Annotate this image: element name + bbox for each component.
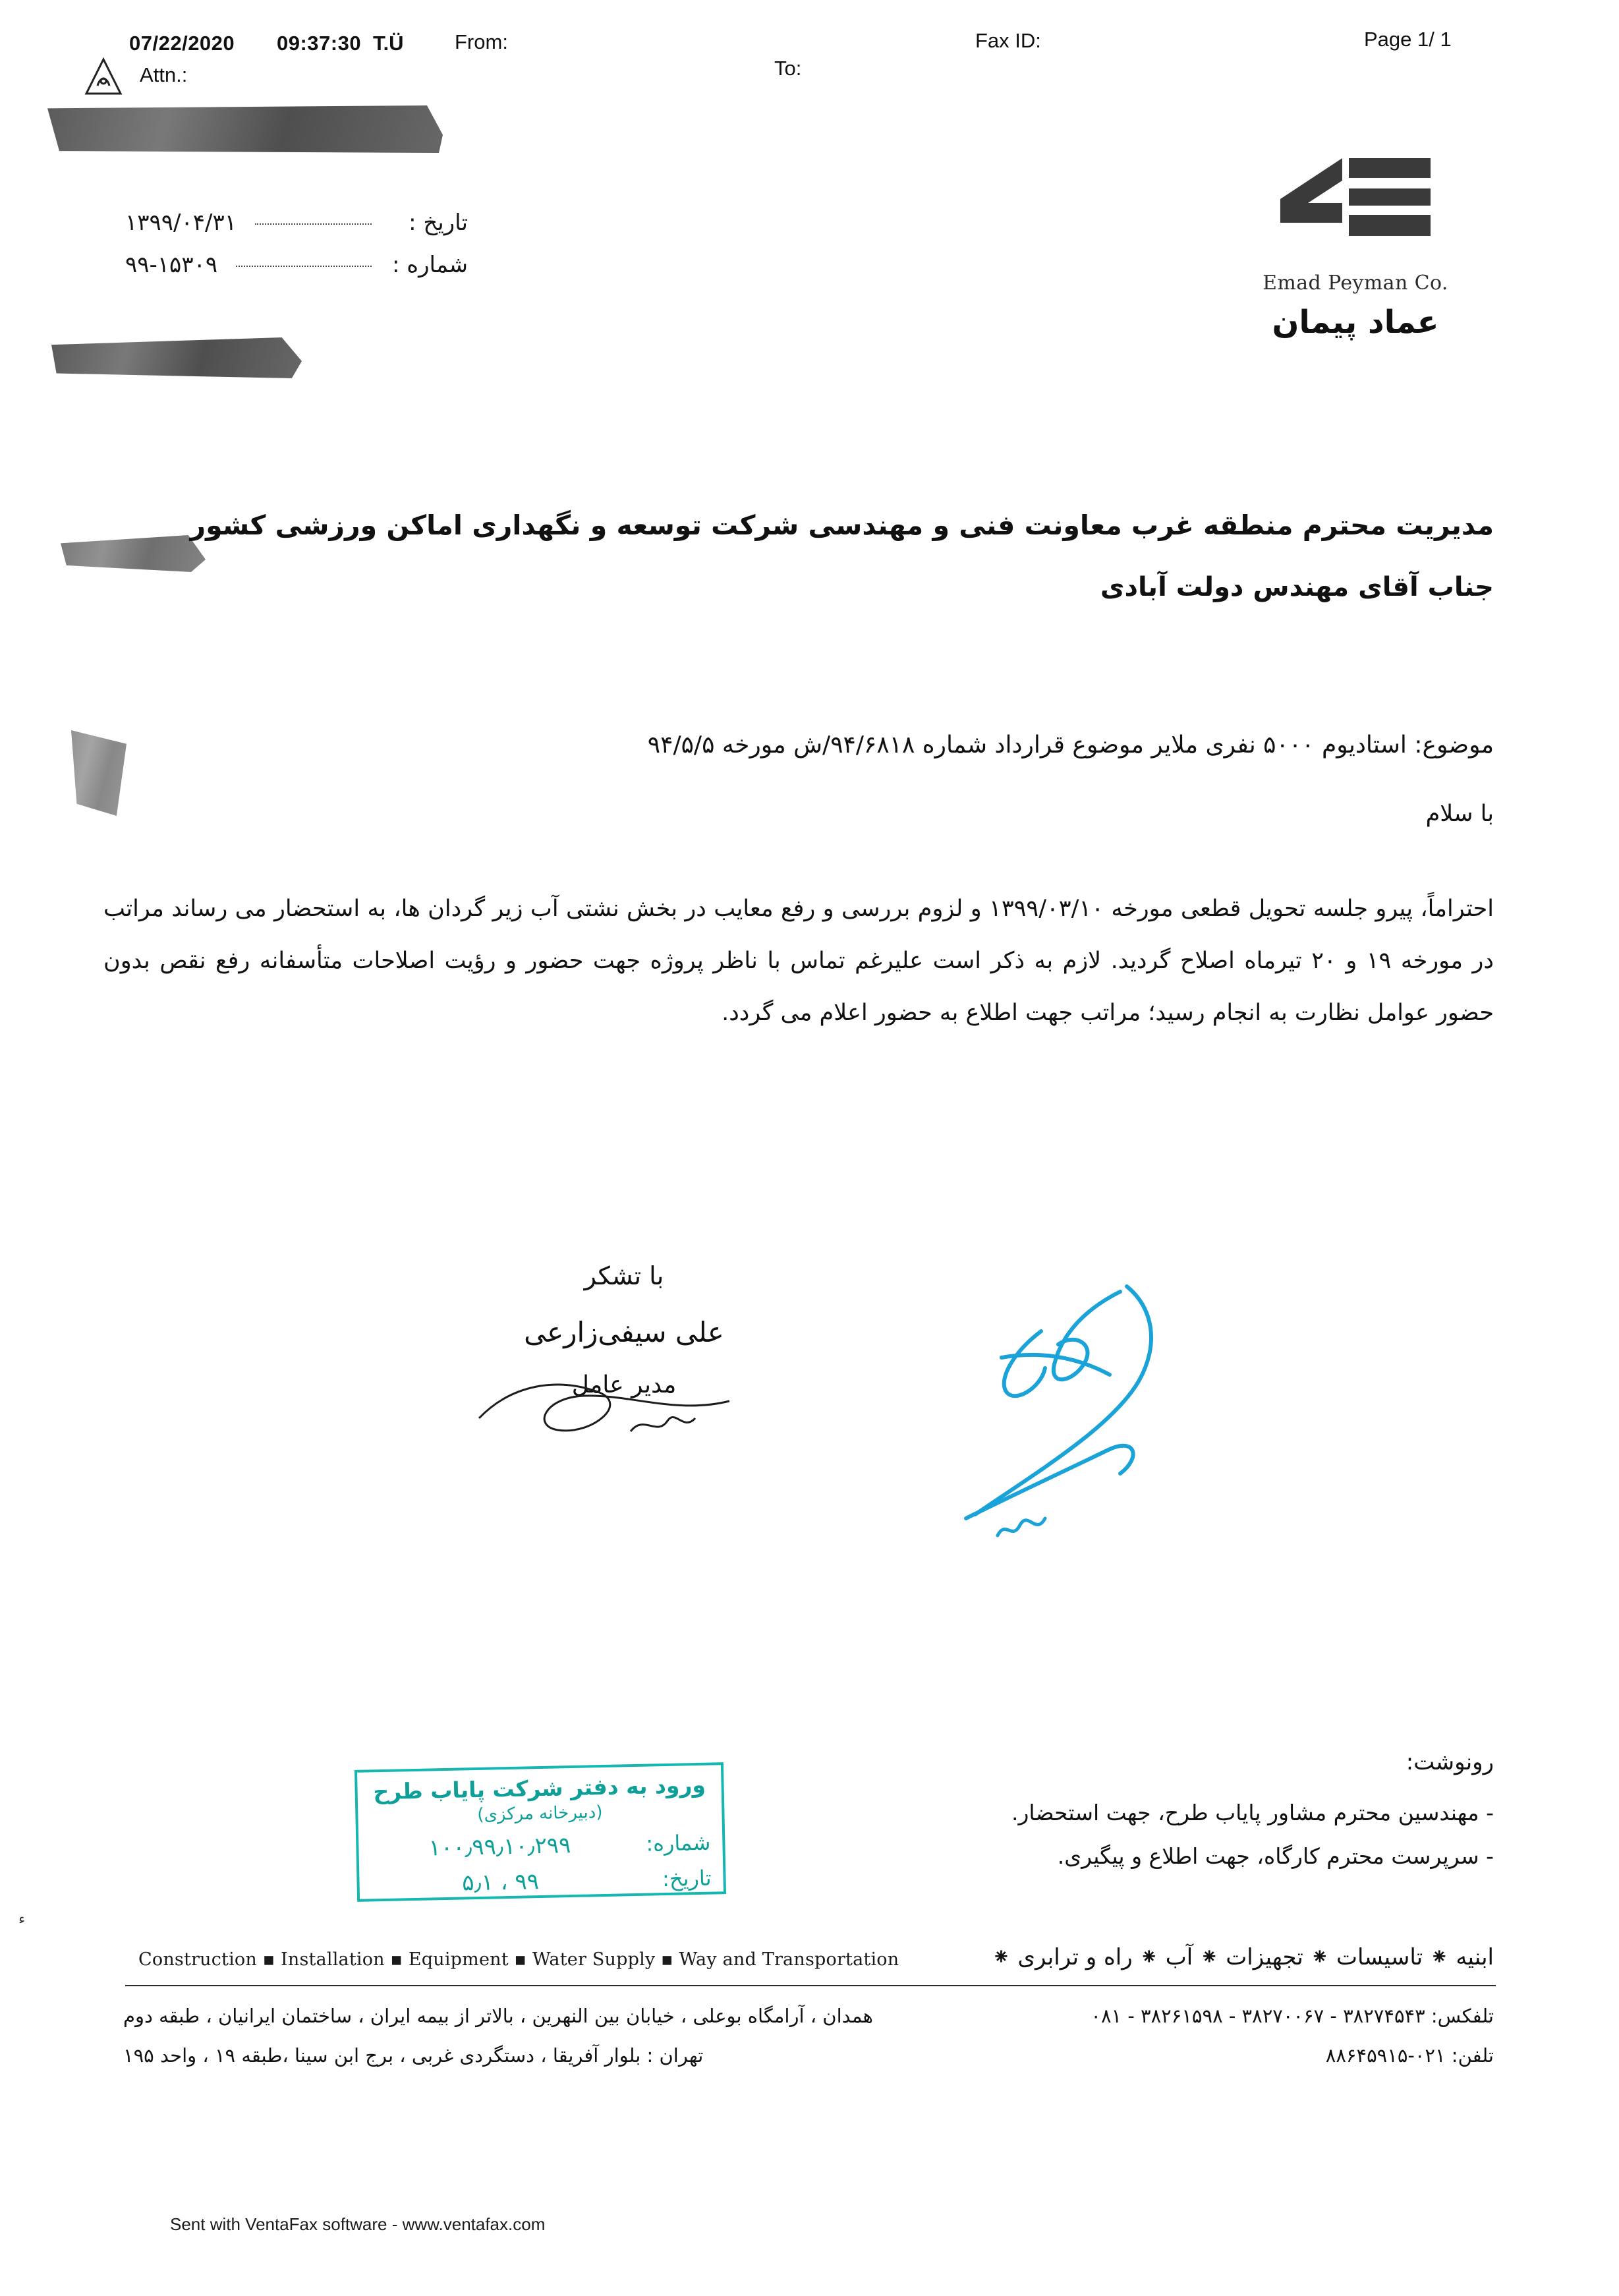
scan-smudge-mid: [51, 337, 302, 378]
company-logo-icon: [1270, 152, 1441, 264]
cc-item: - سرپرست محترم کارگاه، جهت اطلاع و پیگیری.: [1057, 1843, 1494, 1869]
letter-greeting: با سلام: [1425, 801, 1494, 827]
footer-address-line-1: [123, 2005, 1494, 2027]
fax-page-label: Page 1/ 1: [1364, 28, 1452, 51]
cc-item: - مهندسین محترم مشاور پایاب طرح، جهت استحضار.: [1011, 1800, 1494, 1825]
entry-stamp-subtitle: (دبیرخانه مرکزی): [477, 1802, 603, 1825]
scan-smudge-subject: [71, 730, 127, 816]
document-number-row: [125, 252, 468, 278]
footer-address-tehran: تهران : بلوار آفریقا ، دستگردی غربی ، برج ابن سینا ،طبقه ۱۹ ، واحد ۱۹۵: [123, 2044, 704, 2067]
company-brand: [1217, 152, 1494, 341]
scan-smudge-top: [47, 105, 443, 153]
document-number-label: شماره :: [392, 252, 468, 278]
document-date-value: ۱۳۹۹/۰۴/۳۱: [125, 210, 237, 236]
signatory-role: مدیر عامل: [571, 1371, 677, 1398]
entry-stamp-date-row: [371, 1865, 712, 1899]
document-date-row: [125, 210, 468, 236]
letter-body: [103, 883, 1494, 1045]
entry-stamp-date-label: تاریخ:: [662, 1865, 712, 1892]
addressee-line-2: جناب آقای مهندس دولت آبادی: [1100, 571, 1494, 602]
fax-time: 09:37:30: [277, 32, 362, 55]
addressee-line-1: مدیریت محترم منطقه غرب معاونت فنی و مهندسی شرکت توسعه و نگهداری اماکن ورزشی کشور: [190, 509, 1494, 541]
document-number-value: ۹۹-۱۵۳۰۹: [125, 252, 218, 278]
entry-stamp-title: ورود به دفتر شرکت پایاب طرح: [372, 1771, 706, 1805]
document-date-label: تاریخ :: [409, 210, 468, 236]
footer-services-fa: ابنیه ⁕ تاسیسات ⁕ تجهیزات ⁕ آب ⁕ راه و ترابری ⁕: [992, 1944, 1494, 1970]
entry-stamp-number-label: شماره:: [645, 1829, 711, 1856]
office-entry-stamp: [355, 1762, 726, 1902]
signature-block: [440, 1252, 809, 1408]
company-name-fa: عماد پیمان: [1272, 304, 1439, 341]
blue-ink-signature: [843, 1252, 1239, 1595]
entry-stamp-number-row: [370, 1829, 711, 1863]
fax-date: 07/22/2020: [129, 32, 235, 55]
document-meta: [125, 210, 468, 294]
cc-title: رونوشت:: [1406, 1749, 1494, 1775]
page-edge-mark: ء: [18, 1911, 26, 1928]
company-name-en: Emad Peyman Co.: [1263, 272, 1448, 295]
entry-stamp-date-value: ۹۹ ، ۵٫۱: [461, 1868, 540, 1897]
dotted-leader: [236, 266, 372, 267]
footer-phone-hamedan: تلفکس: ۳۸۲۷۴۵۴۳ - ۳۸۲۷۰۰۶۷ - ۳۸۲۶۱۵۹۸ - ۰۸۱: [1091, 2005, 1494, 2027]
footer-services-en: Construction ▪ Installation ▪ Equipment ▪ Water Supply ▪ Way and Transportation: [138, 1949, 899, 1970]
dotted-leader: [255, 223, 372, 225]
footer-divider: [125, 1985, 1496, 1986]
fax-attn-label: Attn.:: [140, 63, 188, 86]
addressee-block: [123, 501, 1494, 612]
fax-from-label: From:: [455, 30, 508, 53]
footer-address-line-2: [123, 2044, 1494, 2067]
fax-logo-icon: [84, 57, 123, 98]
fax-header-bar: [0, 22, 1619, 86]
fax-tu-marker: T.Ü: [373, 32, 404, 55]
signature-thanks: با تشکر: [584, 1261, 664, 1290]
letter-subject: موضوع: استادیوم ۵۰۰۰ نفری ملایر موضوع قرارداد شماره ۹۴/۶۸۱۸/ش مورخه ۹۴/۵/۵: [647, 732, 1494, 759]
fax-to-label: To:: [774, 57, 802, 80]
entry-stamp-number-value: ۱۰۰٫۹۹٫۱۰٫۲۹۹: [428, 1832, 571, 1862]
ventafax-footer: Sent with VentaFax software - www.ventafax.com: [170, 2214, 546, 2234]
carbon-copy-block: [769, 1740, 1494, 1878]
letter-paragraph-1: احتراماً، پیرو جلسه تحویل قطعی مورخه ۱۳۹۹/۰۳/۱۰ و لزوم بررسی و رفع معایب در بخش نشتی آب زیر گردان ها، به استحضار می رساند مراتب در مورخه ۱۹ و ۲۰ تیرماه اصلاح گردید. لازم به ذکر است علیرغم تماس با ناظر پروژه جهت حضور و رؤیت اصلاحات متأسفانه رفع نقص بدون حضور عوامل نظارت به انجام رسید؛ مراتب جهت اطلاع به حضور اعلام می گردد.: [103, 896, 1494, 1026]
fax-id-label: Fax ID:: [975, 29, 1041, 52]
signatory-name: علی سیفی‌زارعی: [524, 1316, 724, 1349]
footer-address-hamedan: همدان ، آرامگاه بوعلی ، خیابان بین النهرین ، بالاتر از بیمه ایران ، ساختمان ایرانیان ، طبقه دوم: [123, 2005, 873, 2027]
footer-phone-tehran: تلفن: ۰۲۱-۸۸۶۴۵۹۱۵: [1325, 2044, 1494, 2067]
